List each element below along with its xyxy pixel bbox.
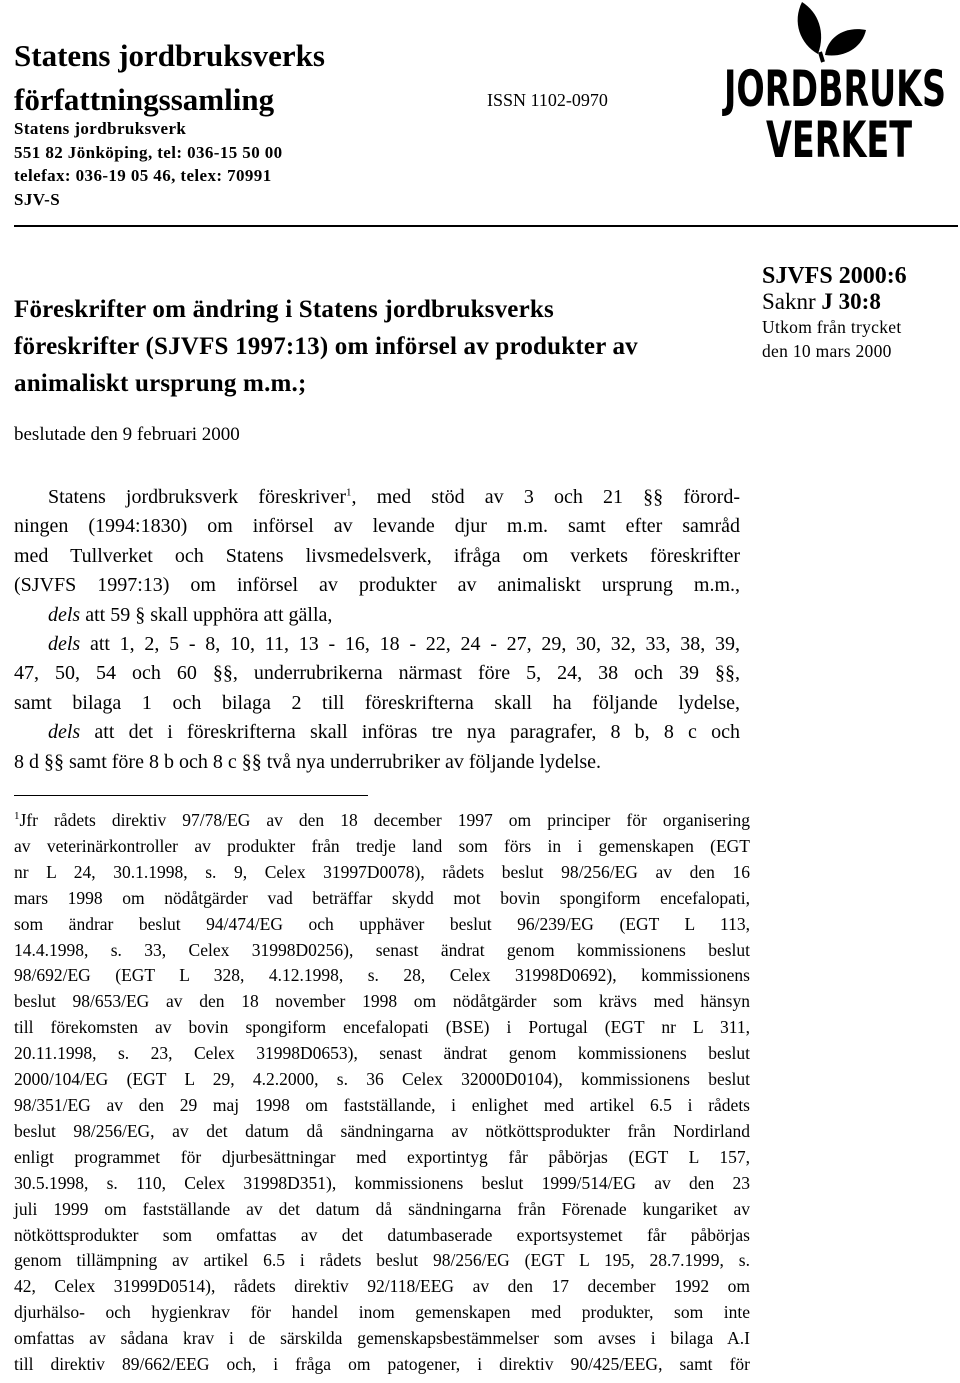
jordbruksverket-logo (722, 0, 948, 162)
footnote-line: omfattas av sådana krav i de särskilda gemenskapsbestämmelser som avses i bilaga A.I (14, 1328, 750, 1349)
address-line: telefax: 036-19 05 46, telex: 70991 (14, 166, 272, 185)
regulation-title-line: animaliskt ursprung m.m.; (14, 370, 307, 397)
body-line: 8 d §§ samt före 8 b och 8 c §§ två nya underrubriker av följande lydelse. (14, 750, 602, 773)
footnote-line: juli 1999 om fastställande av det datum då sändningarna från Förenade kungariket av (14, 1198, 750, 1219)
footnote-line: 2000/104/EG (EGT L 29, 4.2.2000, s. 36 Celex 32000D0104), kommissionens beslut (14, 1069, 750, 1090)
footnote-line: till direktiv 89/662/EEG och, i fråga om patogener, i direktiv 90/425/EEG, samt för (14, 1354, 750, 1375)
footnote-line: av veterinärkontroller av produkter från tredje land som förs in i gemenskapen (EGT (14, 835, 750, 856)
publication-title (14, 34, 325, 122)
saknr-value: J 30:8 (821, 289, 881, 314)
footnote-line: 30.5.1998, s. 110, Celex 31998D351), kommissionens beslut 1999/514/EG av den 23 (14, 1172, 750, 1193)
publication-title-line-2: författningssamling (14, 82, 275, 117)
address-line: 551 82 Jönköping, tel: 036-15 50 00 (14, 142, 283, 162)
footnote (14, 808, 750, 1378)
footnote-line: djurhälso- och hygienkrav för handel inom gemenskapen med produkter, som inte (14, 1302, 750, 1323)
body-line: dels att 59 § skall upphöra att gälla, (48, 603, 333, 626)
address-line: Statens jordbruksverk (14, 119, 187, 138)
body-line: Statens jordbruksverk föreskriver$^1$, med stöd av 3 och 21 §§ förord- (48, 486, 740, 508)
publisher-address (14, 117, 283, 211)
footnote-reference[interactable]: 1 (346, 486, 352, 499)
footnote-line: 98/351/EG av den 29 maj 1998 om fastställande, i enlighet med artikel 6.5 i rådets (14, 1094, 750, 1115)
body-line: ningen (1994:1830) om införsel av levande djur m.m. samt efter samråd (14, 515, 740, 538)
logo-text-line-2: VERKET (766, 111, 912, 162)
footnote-line: mars 1998 om nödåtgärder vad beträffar skydd mot bovin spongiform encefalopati, (14, 887, 750, 908)
footnote-divider (14, 795, 368, 796)
regulation-meta (762, 263, 907, 363)
footnote-line: 14.4.1998, s. 33, Celex 31998D0256), senast ändrat genom kommissionens beslut (14, 939, 750, 960)
leaf-icon (798, 2, 866, 62)
published-line-1: Utkom från trycket (762, 317, 902, 337)
footnote-line: beslut 98/256/EG, av det datum då sändningarna av nötköttsprodukter från Nordirland (14, 1120, 750, 1141)
footnote-line: som ändrar beslut 94/474/EG och upphäver beslut 96/239/EG (EGT L 113, (14, 913, 750, 934)
footnote-line: enligt programmet för djurbesättningar med exportintyg får påbörjas (EGT L 157, (14, 1146, 750, 1167)
footnote-line: genom tillämpning av artikel 6.5 i rådets beslut 98/256/EG (EGT L 195, 28.7.1999, s. (14, 1250, 750, 1271)
regulation-body (14, 483, 740, 777)
regulation-title (14, 291, 638, 402)
header-divider (14, 225, 958, 227)
issn-number: ISSN 1102-0970 (487, 90, 608, 110)
regulation-title-line: föreskrifter (SJVFS 1997:13) om införsel av produkter av (14, 333, 638, 360)
body-line: dels att 1, 2, 5 - 8, 10, 11, 13 - 16, 18 - 22, 24 - 27, 29, 30, 32, 33, 38, 39, (48, 633, 740, 656)
saknr-label: Saknr (762, 289, 816, 314)
address-line: SJV-S (14, 189, 61, 209)
footnote-line: till förekomsten av bovin spongiform encefalopati (BSE) i Portugal (EGT nr L 311, (14, 1017, 750, 1038)
body-line: (SJVFS 1997:13) om införsel av produkter av animaliskt ursprung m.m., (14, 574, 740, 597)
sjvfs-number: SJVFS 2000:6 (762, 263, 907, 289)
footnote-line: 42, Celex 31999D0514), rådets direktiv 92/118/EEG av den 17 december 1992 om (14, 1276, 750, 1297)
footnote-line: nötköttsprodukter som omfattas av det datumbaserade exportsystemet får påbörjas (14, 1224, 750, 1245)
regulation-title-line: Föreskrifter om ändring i Statens jordbruksverks (14, 296, 554, 323)
decision-date: beslutade den 9 februari 2000 (14, 424, 240, 445)
footnote-line: 98/692/EG (EGT L 328, 4.12.1998, s. 28, Celex 31998D0692), kommissionens (14, 965, 750, 986)
published-line-2: den 10 mars 2000 (762, 341, 892, 361)
saknr (762, 289, 907, 315)
footnote-line: $^1$Jfr rådets direktiv 97/78/EG av den 18 december 1997 om principer för organisering (14, 810, 750, 830)
footnote-line: beslut 98/653/EG av den 18 november 1998 om nödåtgärder som krävs med hänsyn (14, 991, 750, 1012)
body-line: dels att det i föreskrifterna skall införas tre nya paragrafer, 8 b, 8 c och (48, 721, 740, 744)
logo-text-line-1: JORDBRUKS (722, 60, 946, 118)
footnote-mark: 1 (14, 810, 20, 823)
footnote-line: 20.11.1998, s. 23, Celex 31998D0653), senast ändrat genom kommissionens beslut (14, 1043, 750, 1064)
footnote-line: nr L 24, 30.1.1998, s. 9, Celex 31997D0078), rådets beslut 98/256/EG av den 16 (14, 861, 750, 882)
body-line: med Tullverket och Statens livsmedelsverk, ifråga om verkets föreskrifter (14, 544, 740, 567)
publication-title-line-1: Statens jordbruksverks (14, 38, 325, 73)
body-line: samt bilaga 1 och bilaga 2 till föreskrifterna skall ha följande lydelse, (14, 691, 740, 714)
body-line: 47, 50, 54 och 60 §§, underrubrikerna närmast före 5, 24, 38 och 39 §§, (14, 662, 740, 685)
